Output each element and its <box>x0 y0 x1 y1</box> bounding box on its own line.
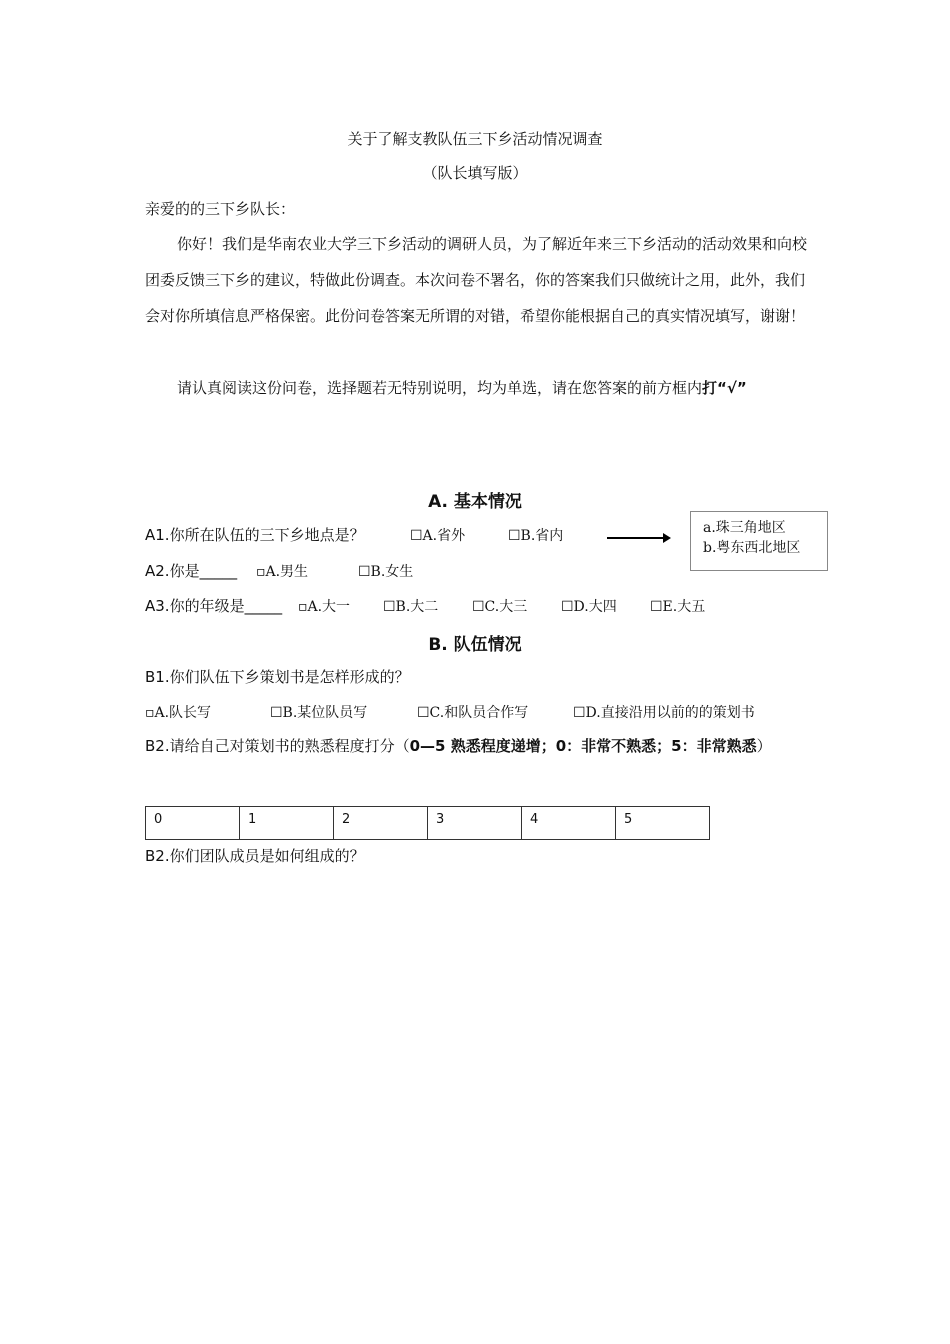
a3-option-b[interactable]: ☐B.大二 <box>383 599 439 615</box>
question-b2-scale-desc: 0—5 熟悉程度递增；0：非常不熟悉；5：非常熟悉 <box>409 737 757 755</box>
question-b2-label: B2.请给自己对策划书的熟悉程度打分（ <box>145 737 410 755</box>
region-option-a[interactable]: a.珠三角地区 <box>703 520 786 536</box>
question-a1-label: A1.你所在队伍的三下乡地点是？ <box>145 526 365 544</box>
score-cell-0[interactable]: 0 <box>146 807 240 840</box>
section-b-heading: B. 队伍情况 <box>428 635 522 655</box>
greeting: 亲爱的的三下乡队长： <box>145 200 296 218</box>
a1-option-a[interactable]: ☐A.省外 <box>410 528 466 544</box>
score-cell-4[interactable]: 4 <box>522 807 616 840</box>
question-a1 <box>145 524 365 545</box>
b1-option-d[interactable]: ☐D.直接沿用以前的的策划书 <box>573 705 755 721</box>
b1-option-b[interactable]: ☐B.某位队员写 <box>270 705 368 721</box>
score-cell-2[interactable]: 2 <box>334 807 428 840</box>
section-a-heading: A. 基本情况 <box>428 492 522 512</box>
region-options-box <box>690 511 828 571</box>
score-row <box>146 807 710 840</box>
score-cell-1[interactable]: 1 <box>240 807 334 840</box>
a3-option-e[interactable]: ☐E.大五 <box>650 599 706 615</box>
a3-option-d[interactable]: ☐D.大四 <box>561 599 617 615</box>
document-title: 关于了解支教队伍三下乡活动情况调查 <box>347 130 603 148</box>
b1-option-a[interactable]: ▫A.队长写 <box>145 705 212 721</box>
a3-option-c[interactable]: ☐C.大三 <box>472 599 528 615</box>
question-b1: B1.你们队伍下乡策划书是怎样形成的？ <box>145 668 410 686</box>
instruction-bold: 打“√” <box>702 379 747 397</box>
document-subtitle: （队长填写版） <box>422 164 528 182</box>
b1-option-c[interactable]: ☐C.和队员合作写 <box>417 705 529 721</box>
intro-paragraph: 你好！我们是华南农业大学三下乡活动的调研人员，为了解近年来三下乡活动的活动效果和向校团委反馈三下乡的建议，特做此份调查。本次问卷不署名，你的答案我们只做统计之用，此外，我们会对你所填信息严格保密。此份问卷答案无所谓的对错，希望你能根据自己的真实情况填写，谢谢！ <box>145 235 808 325</box>
a2-option-b[interactable]: ☐B.女生 <box>358 564 414 580</box>
score-cell-3[interactable]: 3 <box>428 807 522 840</box>
instruction-paragraph <box>145 370 810 406</box>
question-b2 <box>145 728 810 764</box>
question-b2-end: ） <box>756 737 772 755</box>
question-b3: B2.你们团队成员是如何组成的？ <box>145 847 365 865</box>
region-option-b[interactable]: b.粤东西北地区 <box>703 540 801 556</box>
instruction-text: 请认真阅读这份问卷，选择题若无特别说明，均为单选，请在您答案的前方框内 <box>177 379 703 397</box>
question-a2: A2.你是_____ <box>145 562 238 580</box>
a3-option-a[interactable]: ▫A.大一 <box>298 599 351 615</box>
a2-option-a[interactable]: ▫A.男生 <box>256 564 309 580</box>
a1-option-b[interactable]: ☐B.省内 <box>508 528 564 544</box>
arrow-icon <box>607 537 665 539</box>
score-table <box>145 806 710 840</box>
question-a3: A3.你的年级是_____ <box>145 597 283 615</box>
score-cell-5[interactable]: 5 <box>616 807 710 840</box>
